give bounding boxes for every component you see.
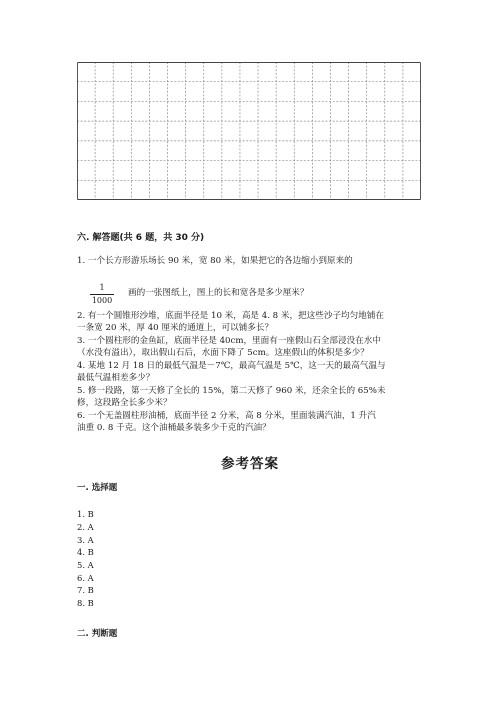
answer-key-title: 参考答案 <box>221 456 279 472</box>
answer-item: 8. B <box>77 598 94 608</box>
question-2-line-1: 2. 有一个圆锥形沙堆，底面半径是 10 米，高是 4. 8 米，把这些沙子均匀地铺在 <box>77 311 385 321</box>
section-title-solutions: 六. 解答题(共 6 题，共 30 分) <box>77 233 205 243</box>
section-title-choice: 一. 选择题 <box>77 483 118 493</box>
question-2-line-2: 一条宽 20 米，厚 40 厘米的通道上，可以铺多长？ <box>77 323 274 333</box>
question-6-line-2: 油重 0. 8 千克。这个油桶最多装多少千克的汽油？ <box>77 423 271 433</box>
question-5-line-2: 修，这段路全长多少米？ <box>77 398 172 408</box>
question-1-line-2: 画的一张图纸上，图上的长和宽各是多少厘米？ <box>128 288 309 298</box>
question-1-line-1: 1. 一个长方形游乐场长 90 米，宽 80 米，如果把它的各边缩小到原来的 <box>77 256 353 266</box>
answer-item: 6. A <box>77 573 94 583</box>
fraction-1-over-1000 <box>90 283 114 306</box>
writing-grid <box>77 62 421 200</box>
question-3-line-1: 3. 一个圆柱形的金鱼缸，底面半径是 40cm，里面有一座假山石全部浸没在水中 <box>77 336 381 346</box>
fraction-numerator: 1 <box>99 283 105 292</box>
question-6-line-1: 6. 一个无盖圆柱形油桶，底面半径 2 分米，高 8 分米，里面装满汽油，1 升汽 <box>77 411 376 421</box>
grid-lines <box>77 62 421 200</box>
answer-item: 7. B <box>77 585 94 595</box>
answer-item: 3. A <box>77 535 94 545</box>
fraction-denominator: 1000 <box>91 296 113 305</box>
fraction-bar <box>90 294 114 295</box>
question-4-line-1: 4. 某地 12 月 18 日的最低气温是－7℃，最高气温是 5℃，这一天的最高气温与 <box>77 361 386 371</box>
answer-item: 5. A <box>77 560 94 570</box>
answer-item: 4. B <box>77 547 94 557</box>
question-5-line-1: 5. 修一段路，第一天修了全长的 15%，第二天修了 960 米，还余全长的 65%未 <box>77 386 386 396</box>
question-3-line-2: （水没有溢出），取出假山石后，水面下降了 5cm。这座假山的体积是多少？ <box>77 348 369 358</box>
answer-item: 2. A <box>77 522 94 532</box>
section-title-true-false: 二. 判断题 <box>77 629 118 639</box>
question-4-line-2: 最低气温相差多少？ <box>77 373 155 383</box>
answer-item: 1. B <box>77 509 94 519</box>
